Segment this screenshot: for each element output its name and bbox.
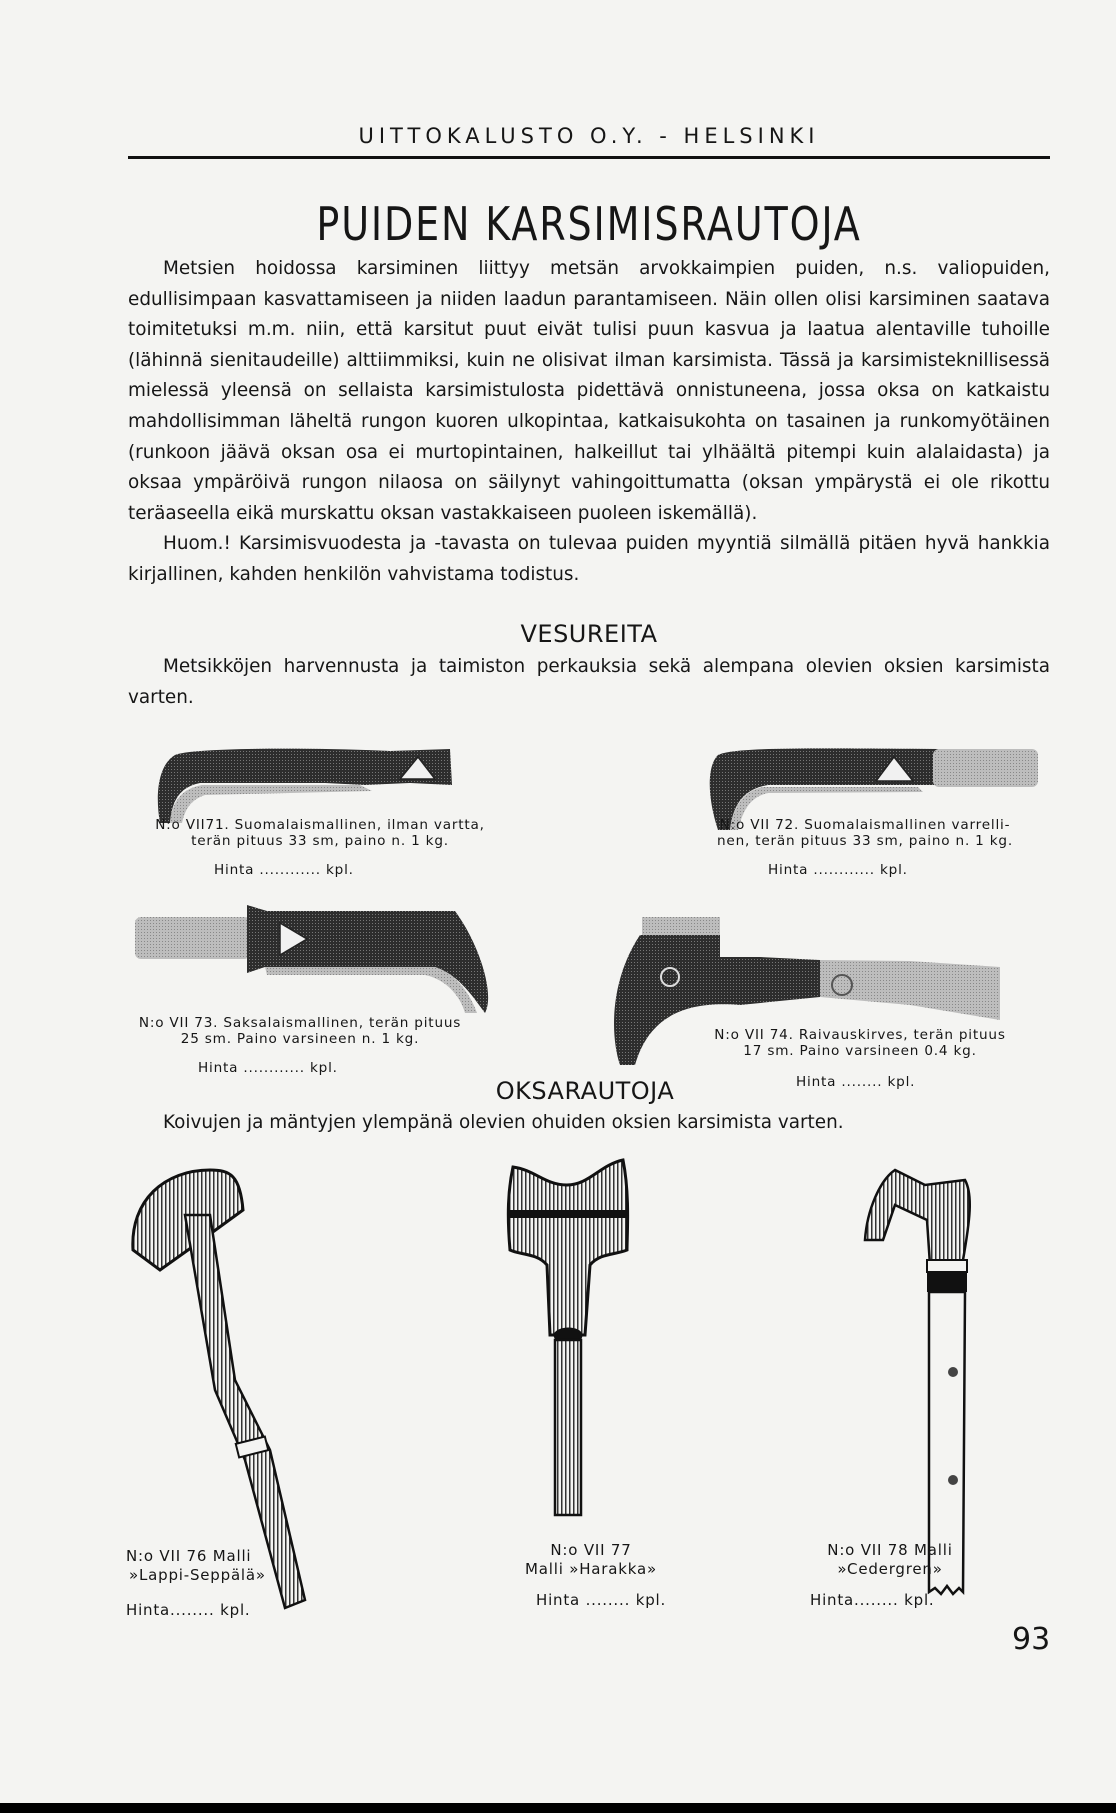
tool-caption-vii72 (680, 817, 1050, 849)
scan-bottom-edge (0, 1803, 1116, 1813)
price-line-vii72: Hinta ............ kpl. (768, 862, 908, 878)
tool-caption-vii77 (520, 1541, 662, 1579)
section-heading-oksarautoja: OKSARAUTOJA (495, 1077, 675, 1105)
tool-caption-line: N:o VII 74. Raivauskirves, terän pituus (714, 1027, 1006, 1043)
price-line-vii73: Hinta ............ kpl. (198, 1060, 338, 1076)
oksarautoja-description: Koivujen ja mäntyjen ylempänä olevien ohuiden oksien karsimista varten. (163, 1112, 844, 1133)
tool-caption-vii74 (690, 1027, 1030, 1059)
harakka-pruner-icon (505, 1155, 635, 1525)
price-line-vii76: Hinta........ kpl. (126, 1601, 251, 1619)
tool-caption-line: N:o VII 72. Suomalaismallinen varrelli- (719, 817, 1011, 833)
tool-caption-line: Malli »Harakka» (525, 1560, 657, 1578)
tool-caption-line: terän pituus 33 sm, paino n. 1 kg. (191, 833, 449, 849)
oksarautoja-description-block (128, 1108, 1050, 1139)
tool-caption-line: 25 sm. Paino varsineen n. 1 kg. (180, 1031, 420, 1047)
billhook-no-handle-icon (150, 745, 450, 825)
lappi-seppala-pruner-icon (125, 1160, 315, 1610)
page-number: 93 (1012, 1622, 1051, 1657)
price-line-vii71: Hinta ............ kpl. (214, 862, 354, 878)
tool-caption-line: N:o VII 77 (550, 1541, 632, 1559)
tool-caption-line: N:o VII 78 Malli (827, 1541, 953, 1559)
tool-caption-line: »Cedergren» (837, 1560, 943, 1578)
section-heading-vesureita: VESUREITA (520, 620, 658, 648)
header-rule (128, 156, 1050, 159)
tool-caption-vii71 (120, 817, 520, 849)
page-title: PUIDEN KARSIMISRAUTOJA (316, 197, 862, 251)
intro-paragraph: Metsien hoidossa karsiminen liittyy metsän arvokkaimpien puiden, n.s. valiopuiden, edullisimpaan kasvattamiseen ja niiden laadun parantamiseen. Näin ollen olisi karsiminen saatava toimitetuksi m.m. niin, että karsitut puut eivät tulisi puun kasvua ja laatua alentaville tuhoille (lähinnä sienitaudeille) alttiimmiksi, kuin ne olisivat ilman karsimista. Tässä ja karsimisteknillisessä mielessä yleensä on sellaista karsimistulosta pidettävä onnistuneena, jossa oksa on katkaistu mahdollisimman läheltä rungon kuoren ulkopintaa, katkaisukohta on tasainen ja runkomyötäinen (runkoon jäävä oksan osa ei murtopintainen, halkeillut tai ylhäältä pitempi kuin alalaidasta) ja oksaa ympäröivä rungon nilaosa on säilynyt vahingoittumatta (oksan ympärystä ei ole rikottu teräaseella eikä murskattu oksan vastakkaiseen puoleen iskemällä). (128, 258, 1050, 524)
german-billhook-icon (135, 905, 495, 1017)
price-line-vii77: Hinta ........ kpl. (536, 1591, 667, 1609)
vesureita-description: Metsikköjen harvennusta ja taimiston perkauksia sekä alempana olevien oksien karsimista varten. (128, 656, 1050, 708)
tool-caption-vii78 (810, 1541, 970, 1579)
note-paragraph: Huom.! Karsimisvuodesta ja -tavasta on tulevaa puiden myyntiä silmällä pitäen hyvä hankkia kirjallinen, kahden henkilön vahvistama todistus. (128, 533, 1050, 585)
price-line-vii74: Hinta ........ kpl. (796, 1074, 916, 1090)
company-header: UITTOKALUSTO O.Y. - HELSINKI (358, 124, 820, 148)
tool-caption-line: »Lappi-Seppälä» (129, 1566, 266, 1584)
tool-caption-vii76 (126, 1547, 266, 1585)
tool-caption-line: 17 sm. Paino varsineen 0.4 kg. (743, 1043, 977, 1059)
price-line-vii78: Hinta........ kpl. (810, 1591, 935, 1609)
vesureita-description-block (128, 652, 1050, 713)
tool-caption-line: N:o VII 76 Malli (126, 1547, 252, 1565)
intro-body (128, 254, 1050, 591)
tool-caption-line: nen, terän pituus 33 sm, paino n. 1 kg. (717, 833, 1013, 849)
tool-caption-vii73 (120, 1015, 480, 1047)
tool-caption-line: N:o VII 73. Saksalaismallinen, terän pituus (138, 1015, 462, 1031)
tool-caption-line: N:o VII71. Suomalaismallinen, ilman vartta, (155, 817, 485, 833)
